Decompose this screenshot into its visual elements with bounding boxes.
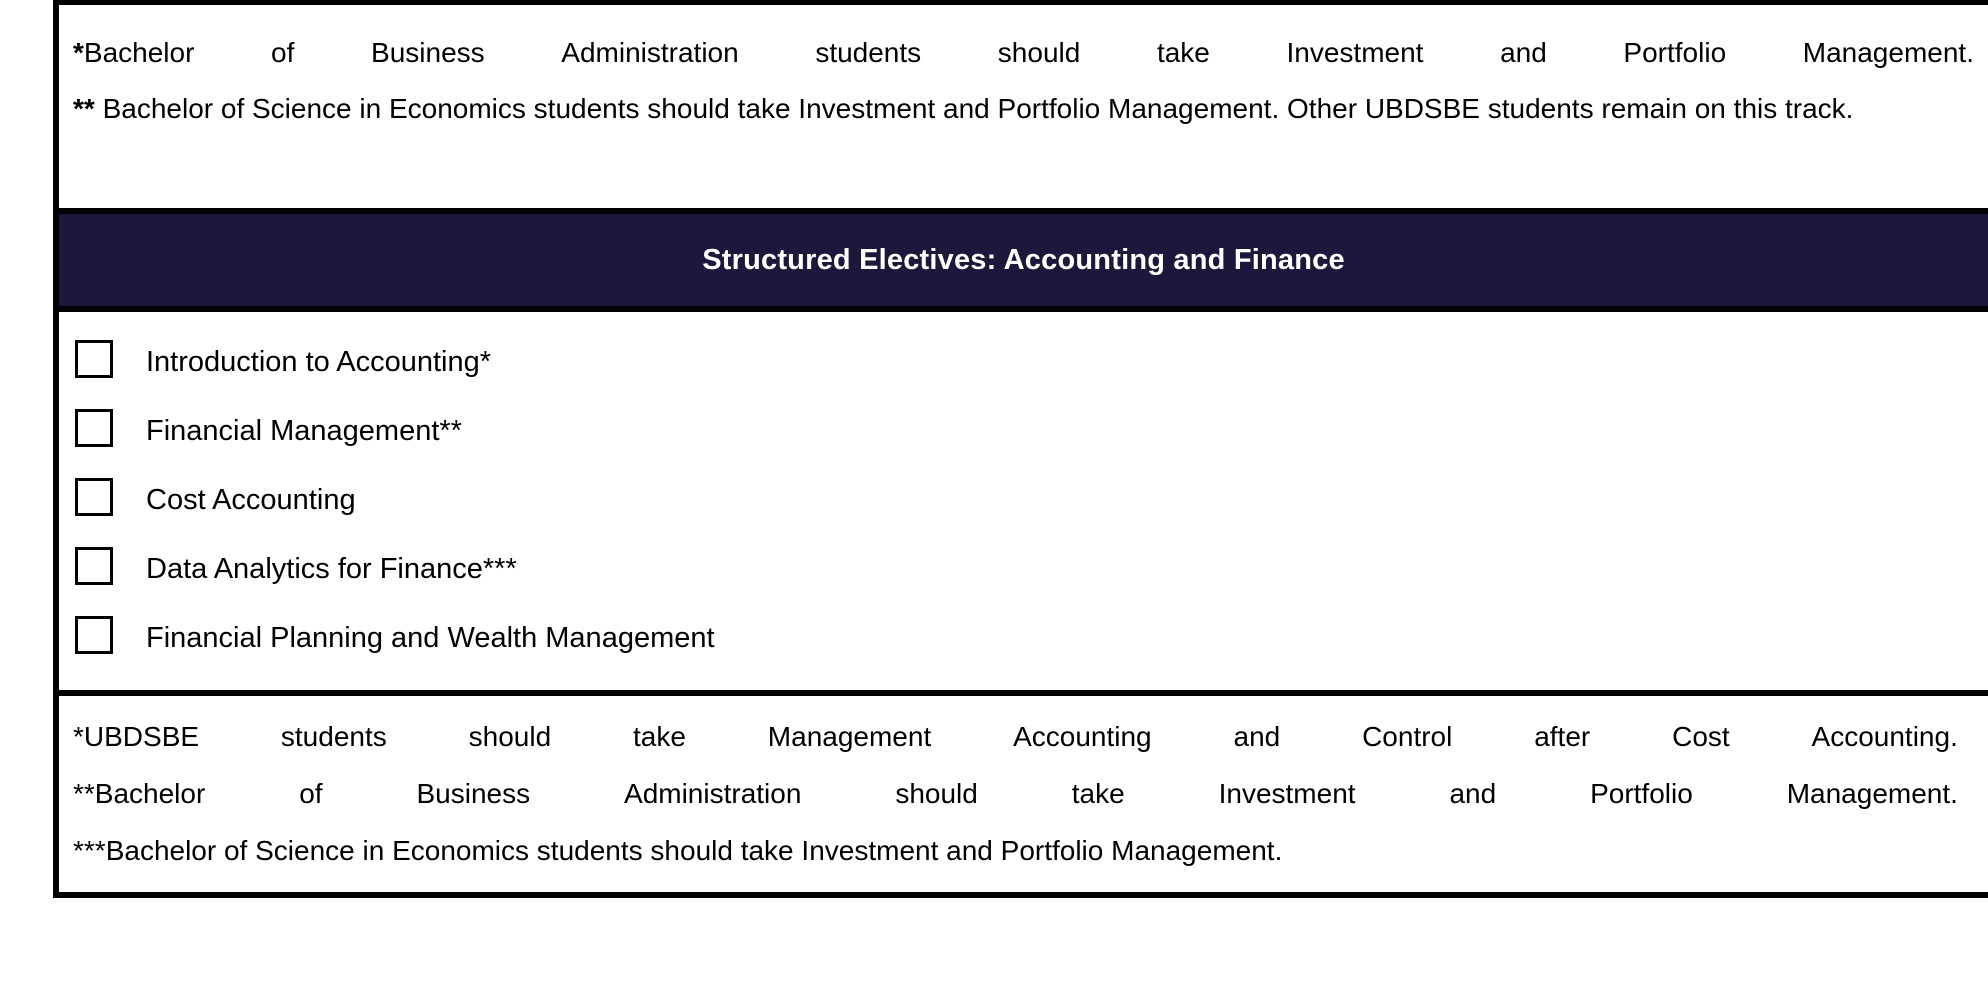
footnote-word: and xyxy=(1233,721,1281,752)
footnote-word: Administration xyxy=(624,778,802,809)
footnote-word: take xyxy=(633,721,686,752)
footnote-word: Investment xyxy=(1286,37,1424,68)
footnote-word: of xyxy=(299,778,323,809)
top-footnotes xyxy=(59,5,1988,208)
top-footnote-2 xyxy=(73,81,1974,137)
footnote-word: Accounting xyxy=(1013,721,1152,752)
elective-item-cost-accounting xyxy=(59,472,1988,541)
bottom-footnote-2 xyxy=(73,765,1958,822)
footnote-word: Management xyxy=(767,721,932,752)
footnote-word: and xyxy=(1500,37,1547,68)
section-header xyxy=(59,214,1988,306)
footnote-word: Portfolio xyxy=(1590,778,1693,809)
top-footnote-2-text: Bachelor of Science in Economics students should take Investment and Portfolio Management. Other UBDSBE students remain on this track. xyxy=(94,93,1854,124)
elective-checkbox-data-analytics[interactable] xyxy=(75,547,113,585)
footnote-word: and xyxy=(1449,778,1497,809)
top-footnote-1 xyxy=(73,25,1974,81)
bottom-footnote-1 xyxy=(73,708,1958,765)
elective-item-intro-accounting xyxy=(59,334,1988,403)
footnote-word: Business xyxy=(371,37,485,68)
elective-checkbox-financial-management[interactable] xyxy=(75,409,113,447)
footnote-word: should xyxy=(895,778,978,809)
elective-label: Financial Management** xyxy=(146,415,462,447)
bottom-footnote-3: ***Bachelor of Science in Economics students should take Investment and Portfolio Management. xyxy=(73,835,1283,866)
footnote-word: Control xyxy=(1362,721,1453,752)
footnote-word: Management. xyxy=(1786,778,1958,809)
elective-checkbox-cost-accounting[interactable] xyxy=(75,478,113,516)
divider xyxy=(59,896,1988,898)
elective-checkbox-financial-planning[interactable] xyxy=(75,616,113,654)
footnote-word: Portfolio xyxy=(1623,37,1727,68)
footnote-word: students xyxy=(815,37,922,68)
footnote-word: take xyxy=(1071,778,1125,809)
footnote-word: *UBDSBE xyxy=(73,721,200,752)
elective-label: Cost Accounting xyxy=(146,484,356,516)
footnote-word: take xyxy=(1156,37,1210,68)
electives-checklist xyxy=(59,312,1988,690)
footnote-word: should xyxy=(468,721,552,752)
footnote-word: Administration xyxy=(561,37,739,68)
section-title: Structured Electives: Accounting and Finance xyxy=(702,243,1345,276)
elective-label: Financial Planning and Wealth Management xyxy=(146,622,715,654)
electives-frame xyxy=(53,0,1988,898)
footnote-word: Investment xyxy=(1218,778,1356,809)
elective-label: Introduction to Accounting* xyxy=(146,346,492,378)
footnote-word: should xyxy=(997,37,1081,68)
elective-checkbox-intro-accounting[interactable] xyxy=(75,340,113,378)
top-footnote-2-marker: ** xyxy=(73,93,95,124)
elective-label: Data Analytics for Finance*** xyxy=(146,553,517,585)
footnote-word: Business xyxy=(416,778,531,809)
footnote-word: *Bachelor xyxy=(73,37,195,68)
footnote-word: students xyxy=(280,721,387,752)
bottom-footnotes xyxy=(59,696,1988,896)
elective-item-data-analytics xyxy=(59,541,1988,610)
elective-item-financial-planning xyxy=(59,610,1988,679)
footnote-word: Accounting. xyxy=(1811,721,1958,752)
footnote-word: after xyxy=(1534,721,1591,752)
footnote-word: **Bachelor xyxy=(73,778,206,809)
footnote-word: Cost xyxy=(1672,721,1730,752)
footnote-word: Management. xyxy=(1802,37,1974,68)
footnote-word: of xyxy=(271,37,295,68)
elective-item-financial-management xyxy=(59,403,1988,472)
